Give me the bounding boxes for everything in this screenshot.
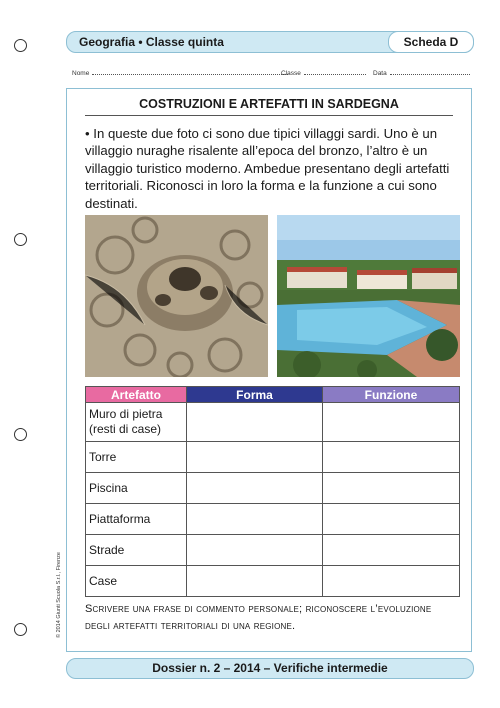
scheda-label: Scheda D	[388, 31, 474, 53]
table-row	[86, 504, 460, 535]
header-artefatto: Artefatto	[86, 387, 187, 403]
header-title: Geografia • Classe quinta	[79, 35, 224, 49]
header-forma: Forma	[187, 387, 323, 403]
date-field	[373, 68, 470, 77]
header-funzione: Funzione	[323, 387, 460, 403]
binder-hole	[14, 428, 27, 441]
objectives-text: Scrivere una frase di commento personale; riconoscere l’evoluzione degli artefatti territoriali di una regione.	[85, 603, 432, 632]
funzione-cell[interactable]	[323, 535, 460, 566]
forma-cell[interactable]	[187, 535, 323, 566]
forma-cell[interactable]	[187, 442, 323, 473]
funzione-cell[interactable]	[323, 504, 460, 535]
class-label: Classe	[281, 70, 301, 77]
artefact-table	[85, 386, 460, 597]
class-field	[281, 68, 366, 77]
artefatto-cell: Muro di pietra (resti di case)	[86, 403, 187, 442]
binder-hole	[14, 233, 27, 246]
title-underline	[85, 115, 453, 116]
copyright-text: © 2014 Giunti Scuola S.r.l., Firenze	[56, 552, 62, 638]
tourist-village-photo	[277, 215, 460, 377]
table-row	[86, 535, 460, 566]
artefatto-cell: Piattaforma	[86, 504, 187, 535]
funzione-cell[interactable]	[323, 566, 460, 597]
nuraghe-village-photo	[85, 215, 268, 377]
name-field	[72, 68, 288, 77]
artefatto-cell: Case	[86, 566, 187, 597]
artefatto-cell: Piscina	[86, 473, 187, 504]
exercise-title: COSTRUZIONI E ARTEFATTI IN SARDEGNA	[139, 97, 399, 111]
exercise-intro: • In queste due foto ci sono due tipici villaggi sardi. Uno è un villaggio nuraghe risalente all’epoca del bronzo, l’altro è un villaggio turistico moderno. Ambedue presentano degli artefatti territoriali. Riconosci in loro la forma e la funzione a cui sono destinati.	[85, 126, 450, 211]
forma-cell[interactable]	[187, 473, 323, 504]
binder-hole	[14, 39, 27, 52]
funzione-cell[interactable]	[323, 442, 460, 473]
forma-cell[interactable]	[187, 504, 323, 535]
table-row	[86, 442, 460, 473]
artefatto-cell: Torre	[86, 442, 187, 473]
header-bar	[66, 31, 474, 53]
exercise-box	[66, 88, 472, 652]
table-row	[86, 566, 460, 597]
name-label: Nome	[72, 70, 90, 77]
funzione-cell[interactable]	[323, 403, 460, 442]
table-row	[86, 473, 460, 504]
artefatto-cell: Strade	[86, 535, 187, 566]
date-label: Data	[373, 70, 387, 77]
table-row	[86, 403, 460, 442]
binder-hole	[14, 623, 27, 636]
forma-cell[interactable]	[187, 566, 323, 597]
footer-bar: Dossier n. 2 – 2014 – Verifiche intermedie	[66, 658, 474, 679]
forma-cell[interactable]	[187, 403, 323, 442]
funzione-cell[interactable]	[323, 473, 460, 504]
